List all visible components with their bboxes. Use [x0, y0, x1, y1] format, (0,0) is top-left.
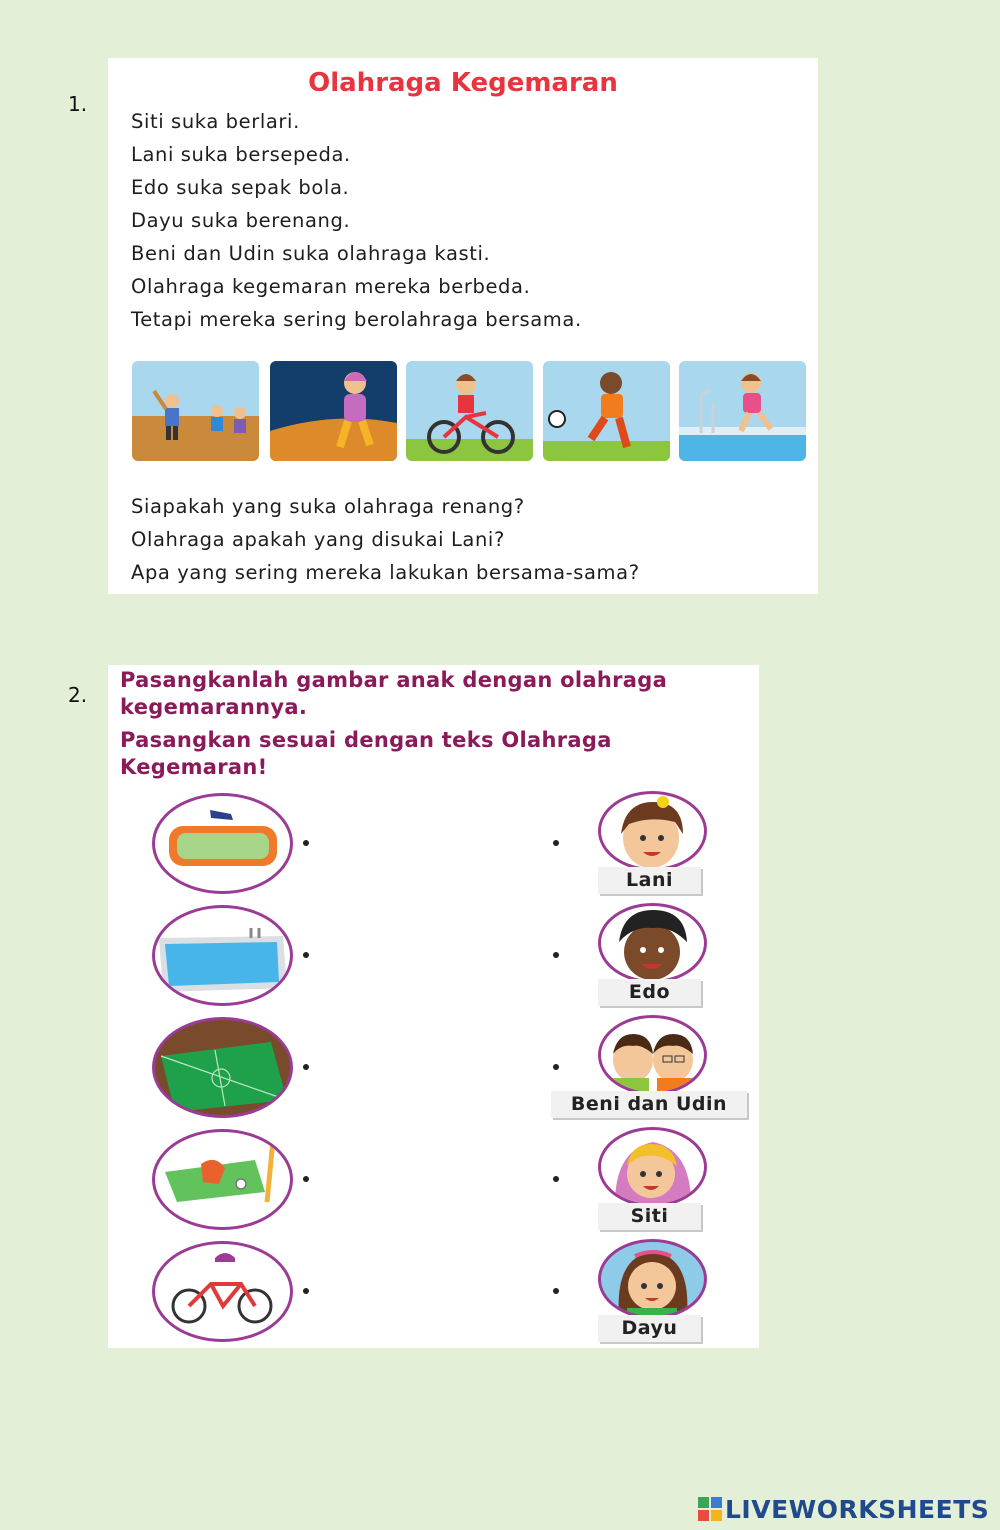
name-tag-siti: Siti [598, 1203, 701, 1230]
kasti-equipment-image [152, 1129, 293, 1230]
match-dot-right[interactable] [553, 1064, 559, 1070]
reading-line: Tetapi mereka sering berolahraga bersama. [131, 308, 582, 331]
name-tag-lani: Lani [598, 867, 701, 894]
instruction-line: Pasangkan sesuai dengan teks Olahraga [120, 728, 612, 752]
reading-line: Dayu suka berenang. [131, 209, 351, 232]
question-line: Olahraga apakah yang disukai Lani? [131, 528, 505, 551]
question-line: Apa yang sering mereka lakukan bersama-sama? [131, 561, 640, 584]
football-field-image [152, 1017, 293, 1118]
siti-portrait [598, 1127, 707, 1207]
question-number-2: 2. [68, 683, 88, 707]
question-line: Siapakah yang suka olahraga renang? [131, 495, 525, 518]
reading-line: Edo suka sepak bola. [131, 176, 350, 199]
reading-line: Lani suka bersepeda. [131, 143, 351, 166]
reading-line: Siti suka berlari. [131, 110, 300, 133]
dayu-portrait [598, 1239, 707, 1319]
reading-line: Olahraga kegemaran mereka berbeda. [131, 275, 531, 298]
beni-udin-portrait [598, 1015, 707, 1095]
matching-panel [108, 665, 759, 1348]
reading-panel [108, 58, 818, 594]
question-number-1: 1. [68, 92, 88, 116]
match-dot-left[interactable] [303, 1064, 309, 1070]
match-dot-left[interactable] [303, 952, 309, 958]
match-dot-left[interactable] [303, 1288, 309, 1294]
cycling-illustration [406, 361, 533, 461]
match-dot-right[interactable] [553, 1288, 559, 1294]
lw-icon [698, 1497, 722, 1521]
match-dot-right[interactable] [553, 1176, 559, 1182]
match-dot-left[interactable] [303, 1176, 309, 1182]
name-tag-dayu: Dayu [598, 1315, 701, 1342]
reading-line: Beni dan Udin suka olahraga kasti. [131, 242, 491, 265]
swimming-pool-image [152, 905, 293, 1006]
name-tag-edo: Edo [598, 979, 701, 1006]
match-dot-left[interactable] [303, 840, 309, 846]
liveworksheets-logo [698, 1495, 989, 1523]
running-illustration [270, 361, 397, 461]
logo-text: LIVEWORKSHEETS [725, 1494, 990, 1524]
bicycle-image [152, 1241, 293, 1342]
match-dot-right[interactable] [553, 840, 559, 846]
football-illustration [543, 361, 670, 461]
kasti-illustration [132, 361, 259, 461]
instruction-line: Kegemaran! [120, 755, 268, 779]
instruction-line: Pasangkanlah gambar anak dengan olahraga [120, 668, 668, 692]
name-tag-beni-dan-udin: Beni dan Udin [551, 1091, 747, 1118]
lani-portrait [598, 791, 707, 871]
edo-portrait [598, 903, 707, 983]
reading-title: Olahraga Kegemaran [308, 68, 618, 98]
instruction-line: kegemarannya. [120, 695, 308, 719]
swimming-illustration [679, 361, 806, 461]
match-dot-right[interactable] [553, 952, 559, 958]
running-track-image [152, 793, 293, 894]
